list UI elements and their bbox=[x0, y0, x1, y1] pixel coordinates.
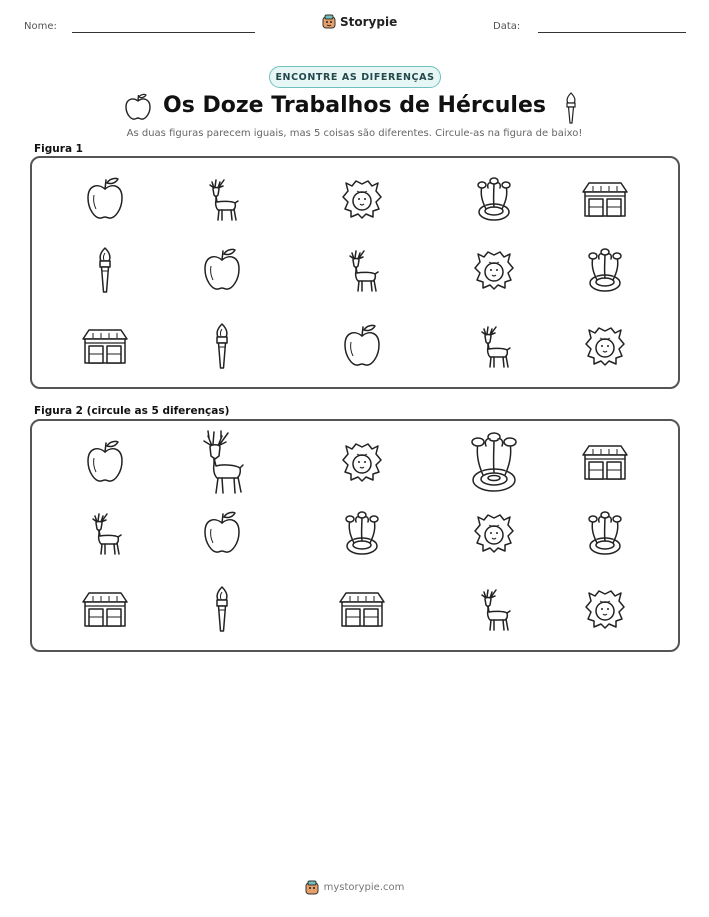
instructions: As duas figuras parecem iguais, mas 5 coisas são diferentes. Circule-as na figura de baixo! bbox=[126, 128, 583, 139]
figure-1-panel bbox=[30, 156, 680, 389]
figure-1-apple-r2c2 bbox=[187, 235, 257, 305]
figure-1-hydra-r2c5 bbox=[570, 235, 640, 305]
apple-icon bbox=[200, 246, 244, 294]
date-line[interactable] bbox=[538, 32, 686, 33]
figure-1-lion-pelt-r1c3 bbox=[327, 164, 397, 234]
figure-2-stable-r3c1[interactable] bbox=[70, 574, 140, 644]
figure-1-deer-r2c3 bbox=[327, 235, 397, 305]
figure-2-hydra-r2c5[interactable] bbox=[570, 498, 640, 568]
lion-pelt-icon bbox=[340, 177, 384, 221]
stable-icon bbox=[581, 180, 629, 218]
lion-pelt-icon bbox=[472, 248, 516, 292]
figure-2-lion-pelt-r1c3[interactable] bbox=[327, 427, 397, 497]
lion-pelt-icon bbox=[340, 440, 384, 484]
footer-site: mystorypie.com bbox=[323, 882, 405, 893]
deer-icon bbox=[199, 428, 245, 496]
figure-1-apple-r3c3 bbox=[327, 311, 397, 381]
figure-1-lion-pelt-r3c5 bbox=[570, 311, 640, 381]
hydra-icon bbox=[467, 430, 521, 494]
figure-1-torch-r3c2 bbox=[187, 311, 257, 381]
figure-2-deer-r1c2[interactable] bbox=[187, 427, 257, 497]
brand-name: Storypie bbox=[340, 14, 398, 29]
stable-icon bbox=[338, 590, 386, 628]
lion-pelt-icon bbox=[472, 511, 516, 555]
lion-pelt-icon bbox=[583, 587, 627, 631]
figure-1-apple-r1c1 bbox=[70, 164, 140, 234]
figure-1-stable-r1c5 bbox=[570, 164, 640, 234]
apple-icon bbox=[200, 509, 244, 557]
figure-2-apple-r1c1[interactable] bbox=[70, 427, 140, 497]
stable-icon bbox=[81, 590, 129, 628]
figure-2-lion-pelt-r3c5[interactable] bbox=[570, 574, 640, 644]
figure-2-panel[interactable] bbox=[30, 419, 680, 652]
figure-1-stable-r3c1 bbox=[70, 311, 140, 381]
figure-1-torch-r2c1 bbox=[70, 235, 140, 305]
torch-icon bbox=[211, 585, 233, 633]
figure-1-label: Figura 1 bbox=[34, 143, 83, 155]
storypie-mascot-icon bbox=[305, 880, 319, 895]
stable-icon bbox=[581, 443, 629, 481]
figure-2-hydra-r1c4[interactable] bbox=[459, 427, 529, 497]
figure-2-lion-pelt-r2c4[interactable] bbox=[459, 498, 529, 568]
figure-2-hydra-r2c3[interactable] bbox=[327, 498, 397, 568]
deer-icon bbox=[204, 176, 240, 222]
figure-2-stable-r3c3[interactable] bbox=[327, 574, 397, 644]
hydra-icon bbox=[585, 510, 625, 556]
activity-badge: ENCONTRE AS DIFERENÇAS bbox=[269, 66, 441, 88]
lion-pelt-icon bbox=[583, 324, 627, 368]
figure-2-label: Figura 2 (circule as 5 diferenças) bbox=[34, 405, 230, 417]
figure-2-deer-r2c1[interactable] bbox=[70, 498, 140, 568]
figure-1-lion-pelt-r2c4 bbox=[459, 235, 529, 305]
hydra-icon bbox=[342, 510, 382, 556]
deer-icon bbox=[476, 586, 512, 632]
deer-icon bbox=[476, 323, 512, 369]
figure-1-hydra-r1c4 bbox=[459, 164, 529, 234]
figure-2-stable-r1c5[interactable] bbox=[570, 427, 640, 497]
apple-icon bbox=[83, 175, 127, 223]
hydra-icon bbox=[585, 247, 625, 293]
apple-icon bbox=[340, 322, 384, 370]
torch-icon bbox=[211, 322, 233, 370]
apple-icon bbox=[83, 438, 127, 486]
storypie-mascot-icon bbox=[322, 14, 336, 29]
figure-2-torch-r3c2[interactable] bbox=[187, 574, 257, 644]
name-label: Nome: bbox=[24, 21, 57, 32]
page-title: Os Doze Trabalhos de Hércules bbox=[163, 93, 546, 118]
figure-1-deer-r3c4 bbox=[459, 311, 529, 381]
torch-icon bbox=[560, 91, 582, 125]
hydra-icon bbox=[474, 176, 514, 222]
deer-icon bbox=[87, 510, 123, 556]
figure-2-apple-r2c2[interactable] bbox=[187, 498, 257, 568]
figure-1-deer-r1c2 bbox=[187, 164, 257, 234]
name-line[interactable] bbox=[72, 32, 255, 33]
stable-icon bbox=[81, 327, 129, 365]
footer bbox=[0, 880, 709, 895]
date-label: Data: bbox=[493, 21, 521, 32]
brand-logo bbox=[322, 14, 397, 29]
torch-icon bbox=[94, 246, 116, 294]
figure-2-deer-r3c4[interactable] bbox=[459, 574, 529, 644]
deer-icon bbox=[344, 247, 380, 293]
